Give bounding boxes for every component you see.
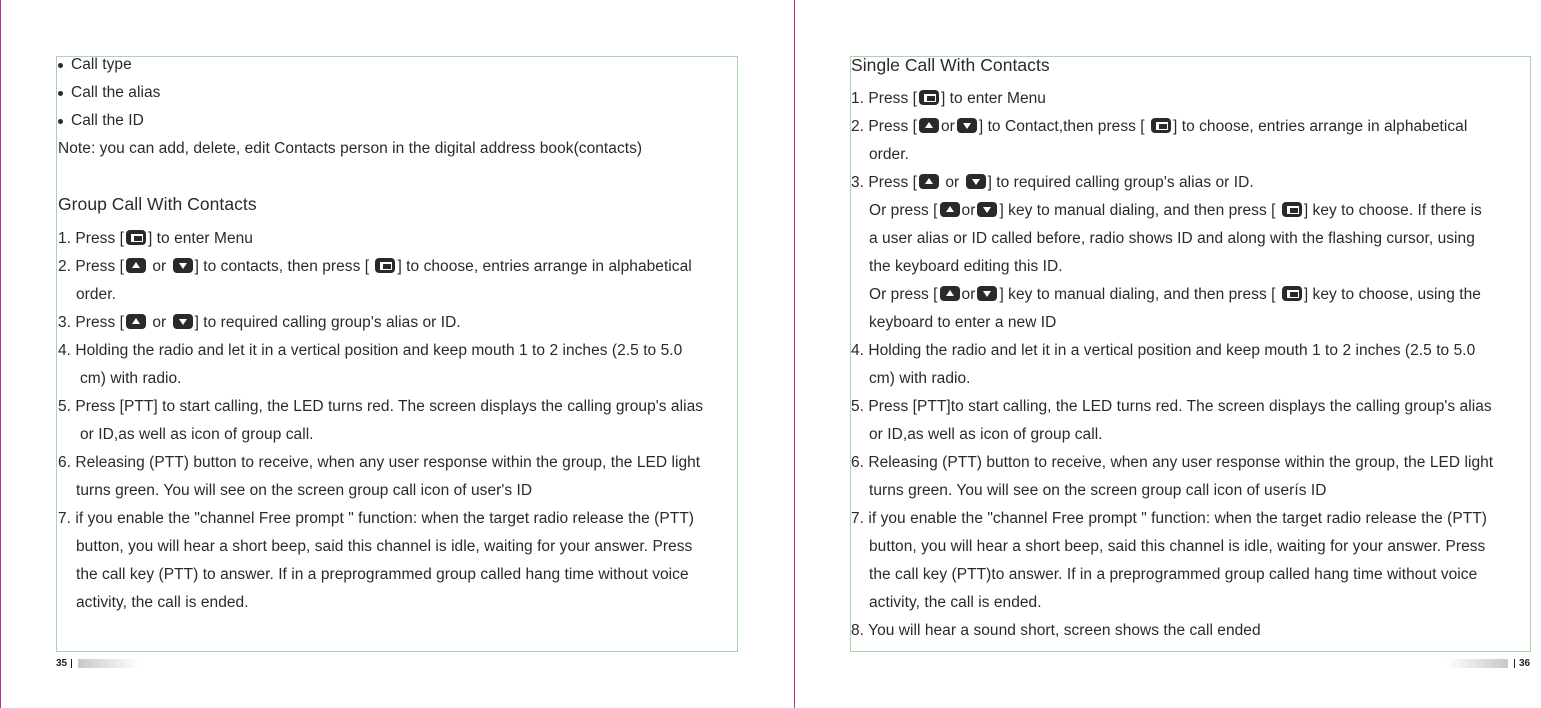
- step-line: 1. Press [ ] to enter Menu: [851, 90, 1046, 107]
- step-line: order.: [76, 286, 116, 303]
- step-line: turns green. You will see on the screen group call icon of user's ID: [76, 482, 533, 499]
- step-line: 2. Press [ or ] to Contact,then press [ ] to choose, entries arrange in alphabetical: [851, 118, 1468, 135]
- up-arrow-key-icon: [919, 174, 939, 189]
- step-line: a user alias or ID called before, radio shows ID and along with the flashing cursor, using: [869, 230, 1475, 247]
- step-line: 5. Press [PTT]to start calling, the LED turns red. The screen displays the calling group's alias: [851, 398, 1492, 415]
- down-arrow-key-icon: [173, 314, 193, 329]
- page-number-divider: [1514, 659, 1515, 668]
- step-line: the call key (PTT)to answer. If in a preprogrammed group called hang time without voice: [869, 566, 1478, 583]
- step-line: the call key (PTT) to answer. If in a preprogrammed group called hang time without voice: [76, 566, 689, 583]
- step-line: 5. Press [PTT] to start calling, the LED turns red. The screen displays the calling group's alias: [58, 398, 704, 415]
- menu-key-icon: [375, 258, 395, 273]
- step-line: 4. Holding the radio and let it in a vertical position and keep mouth 1 to 2 inches (2.5 to 5.0: [58, 342, 683, 359]
- up-arrow-key-icon: [940, 286, 960, 301]
- step-line: activity, the call is ended.: [869, 594, 1042, 611]
- step-line: 2. Press [ or ] to contacts, then press [ ] to choose, entries arrange in alphabetical: [58, 258, 692, 275]
- down-arrow-key-icon: [173, 258, 193, 273]
- menu-key-icon: [1282, 202, 1302, 217]
- step-line: or ID,as well as icon of group call.: [869, 426, 1103, 443]
- bullet-item: Call the ID: [71, 112, 144, 129]
- menu-key-icon: [1282, 286, 1302, 301]
- step-line: button, you will hear a short beep, said this channel is idle, waiting for your answer. Press: [76, 538, 693, 555]
- page-footer-bar: [78, 659, 140, 668]
- step-line: order.: [869, 146, 909, 163]
- menu-key-icon: [126, 230, 146, 245]
- section-heading: Group Call With Contacts: [58, 194, 257, 214]
- left-margin-line: [0, 0, 1, 708]
- step-line: or ID,as well as icon of group call.: [80, 426, 314, 443]
- step-line: the keyboard editing this ID.: [869, 258, 1063, 275]
- step-line: 3. Press [ or ] to required calling group's alias or ID.: [851, 174, 1254, 191]
- down-arrow-key-icon: [977, 286, 997, 301]
- step-line: Or press [ or ] key to manual dialing, and then press [ ] key to choose, using the: [869, 286, 1481, 303]
- step-line: 6. Releasing (PTT) button to receive, when any user response within the group, the LED light: [851, 454, 1494, 471]
- step-line: 8. You will hear a sound short, screen shows the call ended: [851, 622, 1261, 639]
- page-number: 35: [56, 658, 68, 669]
- up-arrow-key-icon: [126, 258, 146, 273]
- page-number: 36: [1519, 658, 1531, 669]
- down-arrow-key-icon: [957, 118, 977, 133]
- page-number-divider: [71, 659, 72, 668]
- step-line: 4. Holding the radio and let it in a vertical position and keep mouth 1 to 2 inches (2.5 to 5.0: [851, 342, 1476, 359]
- page-footer-bar: [1446, 659, 1508, 668]
- bullet-item: Call the alias: [71, 84, 161, 101]
- down-arrow-key-icon: [977, 202, 997, 217]
- step-line: 7. if you enable the "channel Free prompt " function: when the target radio release the (PTT): [58, 510, 695, 527]
- up-arrow-key-icon: [940, 202, 960, 217]
- page-gutter-line: [794, 0, 795, 708]
- step-line: cm) with radio.: [80, 370, 182, 387]
- step-line: Or press [ or ] key to manual dialing, and then press [ ] key to choose. If there is: [869, 202, 1482, 219]
- menu-key-icon: [919, 90, 939, 105]
- section-heading: Single Call With Contacts: [851, 55, 1050, 75]
- menu-key-icon: [1151, 118, 1171, 133]
- note-text: Note: you can add, delete, edit Contacts person in the digital address book(contacts): [58, 140, 643, 157]
- up-arrow-key-icon: [126, 314, 146, 329]
- bullet-item: Call type: [71, 56, 132, 73]
- step-line: keyboard to enter a new ID: [869, 314, 1057, 331]
- up-arrow-key-icon: [919, 118, 939, 133]
- step-line: activity, the call is ended.: [76, 594, 249, 611]
- step-line: button, you will hear a short beep, said this channel is idle, waiting for your answer. Press: [869, 538, 1486, 555]
- down-arrow-key-icon: [966, 174, 986, 189]
- step-line: cm) with radio.: [869, 370, 971, 387]
- step-line: 7. if you enable the "channel Free prompt " function: when the target radio release the (PTT): [851, 510, 1488, 527]
- step-line: 1. Press [ ] to enter Menu: [58, 230, 253, 247]
- step-line: 6. Releasing (PTT) button to receive, when any user response within the group, the LED light: [58, 454, 701, 471]
- step-line: turns green. You will see on the screen group call icon of userís ID: [869, 482, 1327, 499]
- step-line: 3. Press [ or ] to required calling group's alias or ID.: [58, 314, 461, 331]
